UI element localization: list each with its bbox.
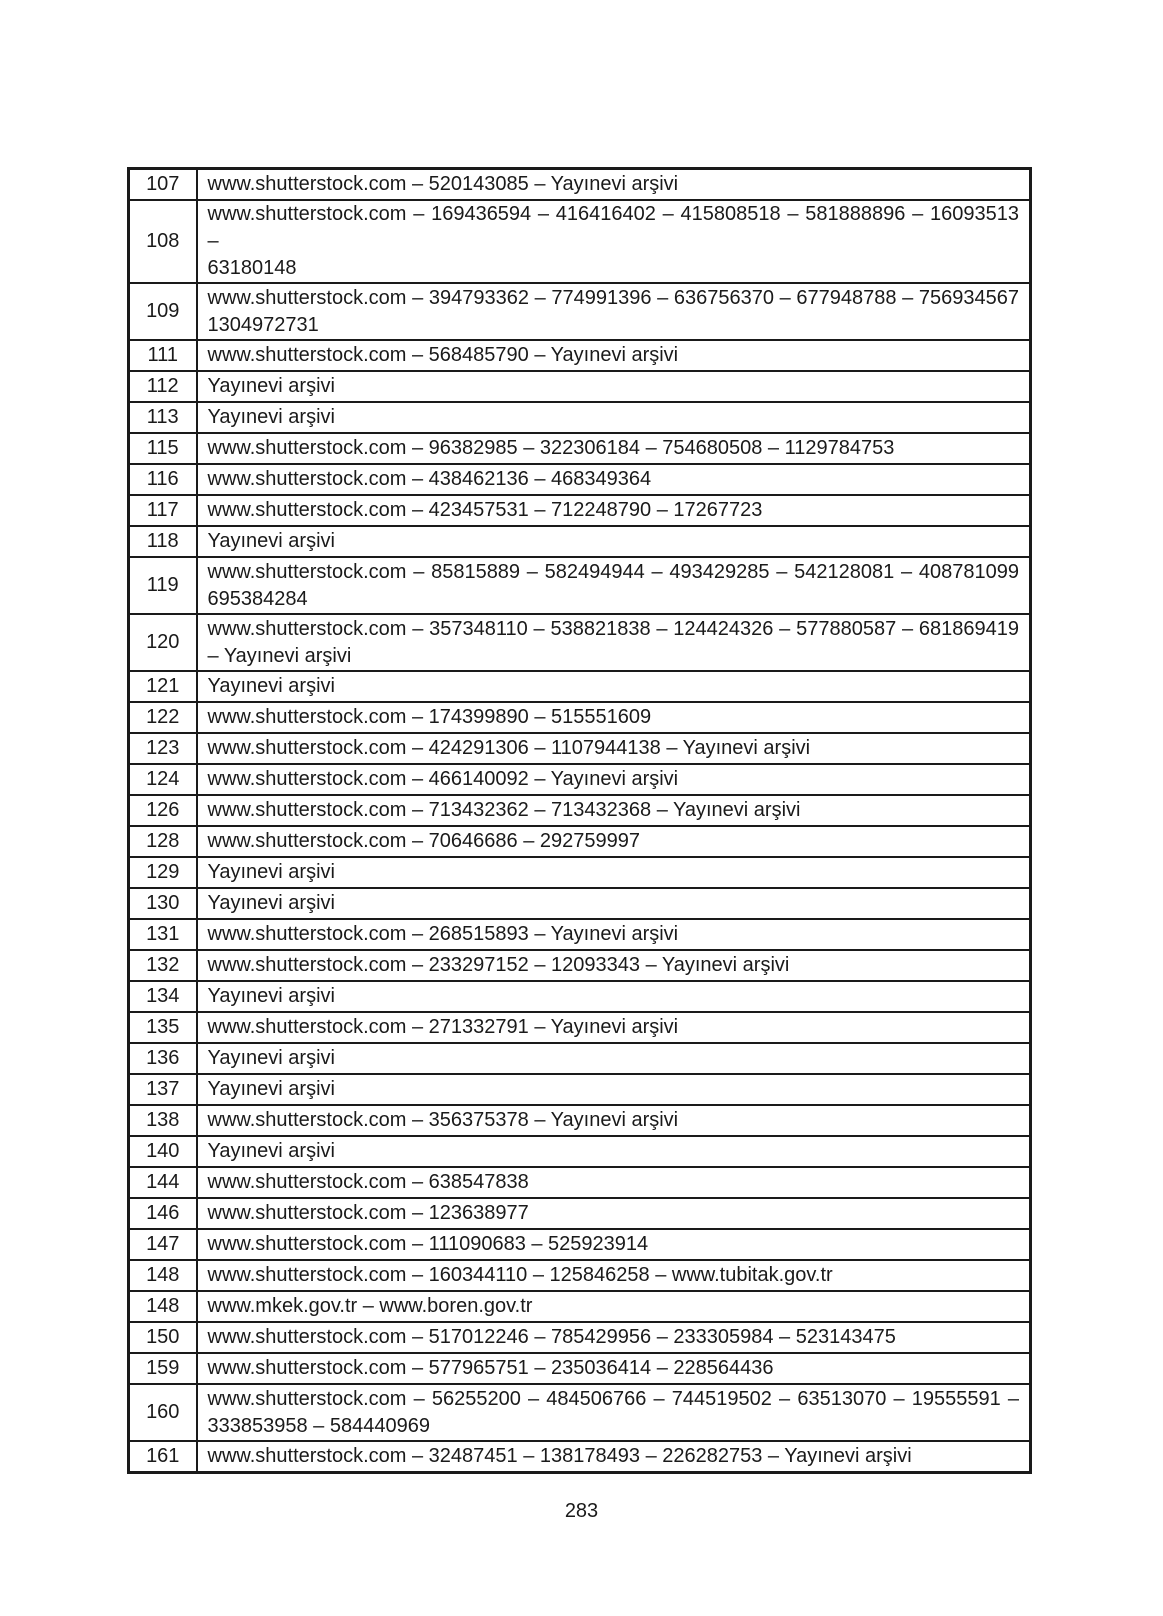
row-page-number: 161 [129, 1441, 197, 1473]
row-credit [197, 826, 1031, 857]
row-page-number: 108 [129, 200, 197, 283]
credit-line: 63180148 [207, 257, 297, 279]
row-page-number: 150 [129, 1322, 197, 1353]
table-row [129, 1229, 1031, 1260]
row-page-number: 148 [129, 1260, 197, 1291]
row-credit [197, 526, 1031, 557]
row-page-number: 116 [129, 464, 197, 495]
row-credit [197, 1074, 1031, 1105]
credit-line: Yayınevi arşivi [207, 861, 335, 883]
credit-line: – Yayınevi arşivi [207, 644, 352, 667]
row-credit [197, 764, 1031, 795]
row-page-number: 111 [129, 340, 197, 371]
credit-line: www.shutterstock.com – 577965751 – 235036414 – 228564436 [207, 1357, 774, 1379]
credit-line: www.shutterstock.com – 517012246 – 785429956 – 233305984 – 523143475 [207, 1326, 896, 1348]
credit-line: Yayınevi arşivi [207, 1047, 335, 1069]
table-row [129, 1043, 1031, 1074]
credit-line: www.shutterstock.com – 423457531 – 712248790 – 17267723 [207, 499, 763, 521]
credit-line: www.shutterstock.com – 638547838 [207, 1171, 529, 1193]
credit-line: Yayınevi arşivi [207, 375, 335, 397]
row-credit [197, 371, 1031, 402]
row-page-number: 113 [129, 402, 197, 433]
row-credit [197, 464, 1031, 495]
table-row [129, 857, 1031, 888]
row-credit [197, 402, 1031, 433]
row-page-number: 129 [129, 857, 197, 888]
row-credit [197, 795, 1031, 826]
table-row [129, 1167, 1031, 1198]
credit-line: Yayınevi arşivi [207, 985, 335, 1007]
table-row [129, 200, 1031, 283]
credit-line: www.shutterstock.com – 357348110 – 538821838 – 124424326 – 577880587 – 681869419 [207, 617, 1019, 640]
row-page-number: 135 [129, 1012, 197, 1043]
credit-line: www.shutterstock.com – 271332791 – Yayınevi arşivi [207, 1016, 679, 1038]
row-credit [197, 981, 1031, 1012]
table-row [129, 981, 1031, 1012]
row-credit [197, 702, 1031, 733]
credit-line: Yayınevi arşivi [207, 675, 335, 697]
row-credit [197, 1384, 1031, 1441]
table-row [129, 1012, 1031, 1043]
row-credit [197, 1167, 1031, 1198]
page-number: 283 [564, 1500, 599, 1522]
table-row [129, 1353, 1031, 1384]
table-row [129, 1136, 1031, 1167]
row-page-number: 126 [129, 795, 197, 826]
table-row [129, 169, 1031, 201]
row-credit [197, 169, 1031, 201]
credit-line: www.shutterstock.com – 466140092 – Yayınevi arşivi [207, 768, 679, 790]
table-row [129, 402, 1031, 433]
row-credit [197, 1043, 1031, 1074]
row-credit [197, 671, 1031, 702]
credit-line: www.shutterstock.com – 520143085 – Yayınevi arşivi [207, 173, 679, 195]
credit-line: 1304972731 [207, 313, 319, 336]
credit-line: www.shutterstock.com – 174399890 – 515551609 [207, 706, 652, 728]
table-row [129, 283, 1031, 340]
row-credit [197, 733, 1031, 764]
credit-line: www.shutterstock.com – 123638977 [207, 1202, 529, 1224]
credit-line: www.shutterstock.com – 169436594 – 416416402 – 415808518 – 581888896 – 16093513 – [207, 203, 1019, 252]
table-row [129, 950, 1031, 981]
credit-line: 333853958 – 584440969 [207, 1414, 430, 1437]
row-credit [197, 1198, 1031, 1229]
credit-line: www.shutterstock.com – 96382985 – 322306184 – 754680508 – 1129784753 [207, 437, 895, 459]
credit-line: www.shutterstock.com – 85815889 – 582494944 – 493429285 – 542128081 – 408781099 [207, 560, 1019, 583]
credit-line: www.shutterstock.com – 268515893 – Yayınevi arşivi [207, 923, 679, 945]
table-row [129, 1074, 1031, 1105]
row-page-number: 148 [129, 1291, 197, 1322]
row-page-number: 159 [129, 1353, 197, 1384]
table-row [129, 614, 1031, 671]
table-row [129, 1384, 1031, 1441]
row-credit [197, 950, 1031, 981]
credit-line: www.shutterstock.com – 438462136 – 468349364 [207, 468, 652, 490]
credit-line: www.shutterstock.com – 424291306 – 1107944138 – Yayınevi arşivi [207, 737, 811, 759]
row-page-number: 112 [129, 371, 197, 402]
row-credit [197, 1353, 1031, 1384]
table-row [129, 888, 1031, 919]
table-row [129, 433, 1031, 464]
row-credit [197, 495, 1031, 526]
table-row [129, 1105, 1031, 1136]
table-row [129, 371, 1031, 402]
row-page-number: 146 [129, 1198, 197, 1229]
row-page-number: 117 [129, 495, 197, 526]
table-row [129, 495, 1031, 526]
row-page-number: 147 [129, 1229, 197, 1260]
table-row [129, 1260, 1031, 1291]
row-page-number: 124 [129, 764, 197, 795]
row-page-number: 109 [129, 283, 197, 340]
row-credit [197, 1229, 1031, 1260]
credit-line: www.mkek.gov.tr – www.boren.gov.tr [207, 1295, 533, 1317]
row-credit [197, 340, 1031, 371]
credit-line: www.shutterstock.com – 356375378 – Yayınevi arşivi [207, 1109, 679, 1131]
row-credit [197, 1105, 1031, 1136]
table-row [129, 1322, 1031, 1353]
table-row [129, 1441, 1031, 1473]
table-row [129, 795, 1031, 826]
row-page-number: 121 [129, 671, 197, 702]
table-row [129, 764, 1031, 795]
row-page-number: 134 [129, 981, 197, 1012]
credit-line: www.shutterstock.com – 111090683 – 525923914 [207, 1233, 649, 1255]
row-credit [197, 919, 1031, 950]
credit-line: www.shutterstock.com – 233297152 – 12093343 – Yayınevi arşivi [207, 954, 790, 976]
row-credit [197, 614, 1031, 671]
row-page-number: 132 [129, 950, 197, 981]
table-row [129, 671, 1031, 702]
row-page-number: 140 [129, 1136, 197, 1167]
row-credit [197, 283, 1031, 340]
table-row [129, 464, 1031, 495]
credit-line: www.shutterstock.com – 160344110 – 125846258 – www.tubitak.gov.tr [207, 1264, 833, 1286]
image-credits-table [127, 167, 1032, 1474]
row-page-number: 136 [129, 1043, 197, 1074]
row-page-number: 107 [129, 169, 197, 201]
row-page-number: 118 [129, 526, 197, 557]
row-credit [197, 433, 1031, 464]
row-page-number: 137 [129, 1074, 197, 1105]
row-page-number: 138 [129, 1105, 197, 1136]
table-row [129, 1198, 1031, 1229]
row-credit [197, 557, 1031, 614]
row-page-number: 130 [129, 888, 197, 919]
row-credit [197, 1291, 1031, 1322]
row-credit [197, 1322, 1031, 1353]
row-credit [197, 200, 1031, 283]
credit-line: www.shutterstock.com – 713432362 – 713432368 – Yayınevi arşivi [207, 799, 801, 821]
credit-line: Yayınevi arşivi [207, 530, 335, 552]
row-page-number: 119 [129, 557, 197, 614]
row-credit [197, 1012, 1031, 1043]
row-credit [197, 888, 1031, 919]
row-page-number: 122 [129, 702, 197, 733]
credit-line: www.shutterstock.com – 70646686 – 292759997 [207, 830, 641, 852]
table-row [129, 733, 1031, 764]
row-page-number: 160 [129, 1384, 197, 1441]
row-page-number: 123 [129, 733, 197, 764]
row-credit [197, 857, 1031, 888]
row-credit [197, 1260, 1031, 1291]
row-page-number: 131 [129, 919, 197, 950]
row-page-number: 144 [129, 1167, 197, 1198]
table-row [129, 557, 1031, 614]
credit-line: www.shutterstock.com – 394793362 – 774991396 – 636756370 – 677948788 – 756934567 [207, 286, 1019, 309]
row-page-number: 128 [129, 826, 197, 857]
table-row [129, 919, 1031, 950]
table-row [129, 826, 1031, 857]
row-page-number: 115 [129, 433, 197, 464]
credit-line: www.shutterstock.com – 568485790 – Yayınevi arşivi [207, 344, 679, 366]
credit-line: www.shutterstock.com – 56255200 – 484506766 – 744519502 – 63513070 – 19555591 – [207, 1387, 1019, 1410]
credit-line: Yayınevi arşivi [207, 1140, 335, 1162]
table-row [129, 340, 1031, 371]
table-row [129, 526, 1031, 557]
credit-line: Yayınevi arşivi [207, 406, 335, 428]
credit-line: Yayınevi arşivi [207, 1078, 335, 1100]
credit-line: www.shutterstock.com – 32487451 – 138178493 – 226282753 – Yayınevi arşivi [207, 1445, 912, 1467]
credit-line: Yayınevi arşivi [207, 892, 335, 914]
image-credits-table-wrap [127, 167, 1032, 1474]
row-credit [197, 1136, 1031, 1167]
table-row [129, 1291, 1031, 1322]
credit-line: 695384284 [207, 587, 308, 610]
table-row [129, 702, 1031, 733]
row-page-number: 120 [129, 614, 197, 671]
row-credit [197, 1441, 1031, 1473]
